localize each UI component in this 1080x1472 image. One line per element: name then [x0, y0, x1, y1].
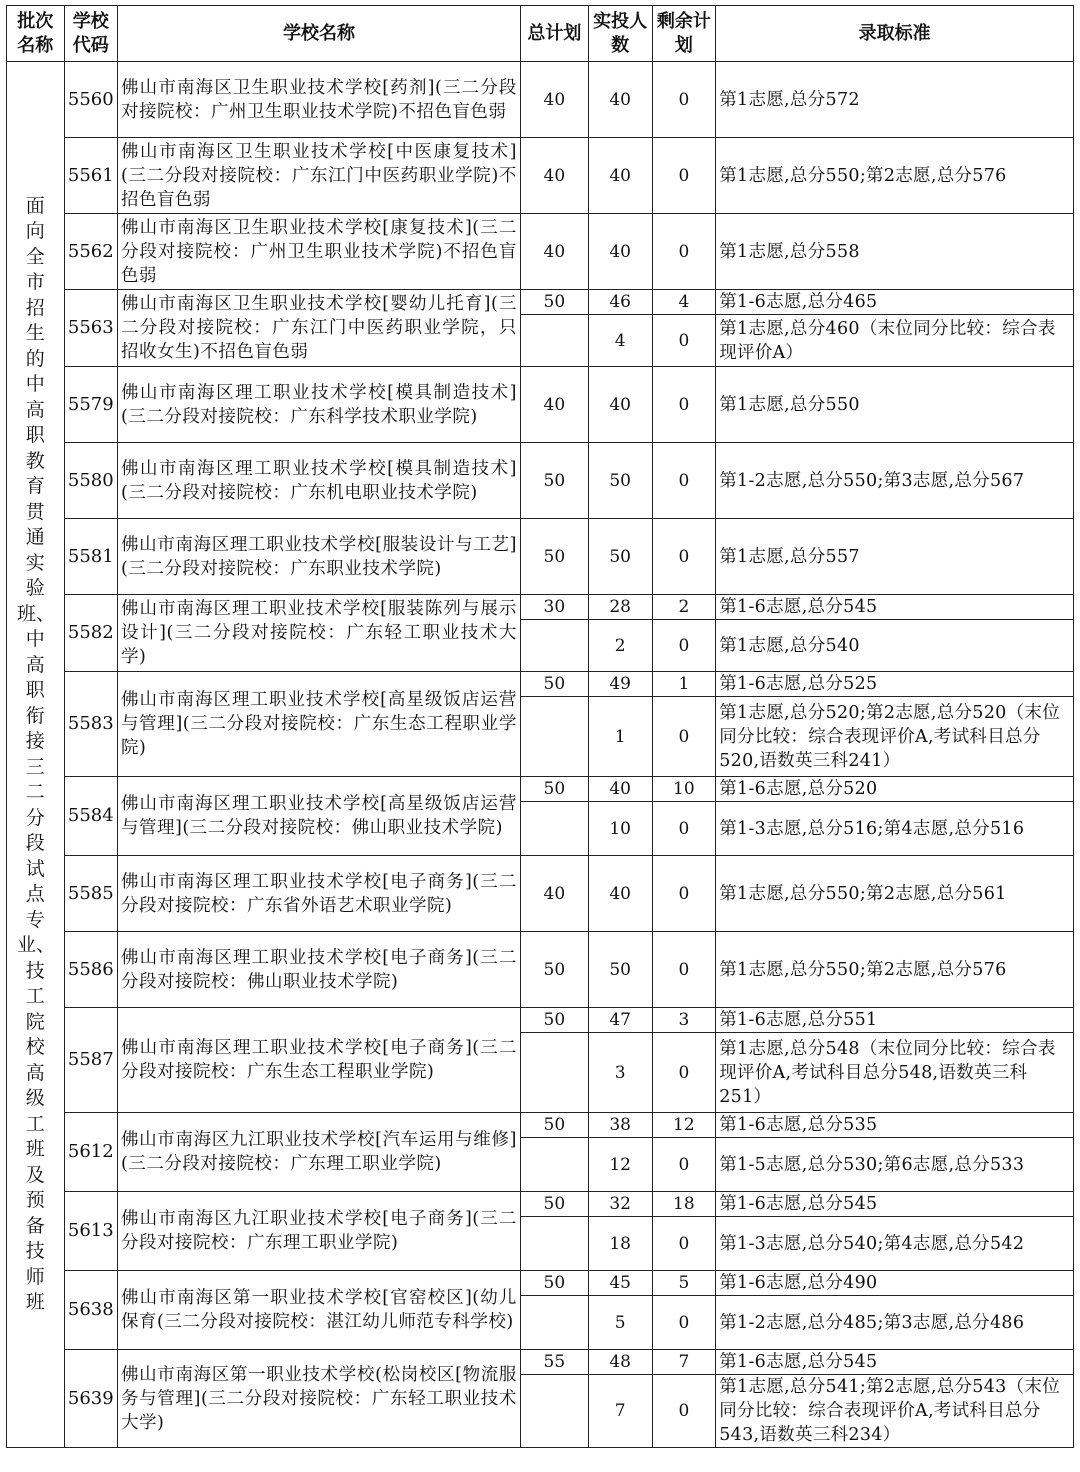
school-code: 5587: [64, 1008, 117, 1113]
school-name: 佛山市南海区理工职业技术学校[模具制造技术](三二分段对接院校：广东机电职业技术学院): [118, 443, 521, 519]
admission-standard: 第1-2志愿,总分550;第3志愿,总分567: [716, 443, 1074, 519]
table-row: [7, 672, 1074, 697]
remaining-plan: 0: [652, 1138, 716, 1192]
table-row: [7, 290, 1074, 315]
table-row: [7, 214, 1074, 290]
school-code: 5584: [64, 777, 117, 856]
plan-total: 30: [520, 595, 588, 620]
table-row: [7, 1113, 1074, 1138]
remaining-plan: 0: [652, 856, 716, 932]
plan-total: [520, 697, 588, 777]
school-code: 5562: [64, 214, 117, 290]
remaining-plan: 3: [652, 1008, 716, 1033]
plan-total: 50: [520, 1271, 588, 1296]
remaining-plan: 0: [652, 1296, 716, 1350]
header-total: 总计划: [520, 6, 588, 62]
table-row: [7, 519, 1074, 595]
table-row: [7, 932, 1074, 1008]
actual-count: 18: [588, 1217, 652, 1271]
actual-count: 7: [588, 1375, 652, 1448]
admission-standard: 第1志愿,总分460（末位同分比较：综合表现评价A）: [716, 315, 1074, 367]
actual-count: 38: [588, 1113, 652, 1138]
admission-standard: 第1-6志愿,总分490: [716, 1271, 1074, 1296]
actual-count: 48: [588, 1350, 652, 1375]
plan-total: [520, 1033, 588, 1113]
admission-standard: 第1-6志愿,总分535: [716, 1113, 1074, 1138]
remaining-plan: 0: [652, 367, 716, 443]
admission-standard: 第1志愿,总分557: [716, 519, 1074, 595]
admission-standard: 第1-2志愿,总分485;第3志愿,总分486: [716, 1296, 1074, 1350]
admission-table: [6, 5, 1074, 1448]
school-name: 佛山市南海区卫生职业技术学校[药剂](三二分段对接院校：广州卫生职业技术学院)不招色盲色弱: [118, 62, 521, 138]
plan-total: 50: [520, 672, 588, 697]
actual-count: 28: [588, 595, 652, 620]
plan-total: 50: [520, 1008, 588, 1033]
remaining-plan: 0: [652, 932, 716, 1008]
table-row: [7, 1350, 1074, 1375]
table-row: [7, 367, 1074, 443]
admission-standard: 第1-6志愿,总分551: [716, 1008, 1074, 1033]
header-row: [7, 6, 1074, 62]
admission-standard: 第1志愿,总分520;第2志愿,总分520（末位同分比较：综合表现评价A,考试科目总分520,语数英三科241）: [716, 697, 1074, 777]
actual-count: 50: [588, 932, 652, 1008]
admission-standard: 第1志愿,总分550: [716, 367, 1074, 443]
remaining-plan: 0: [652, 802, 716, 856]
header-standard: 录取标准: [716, 6, 1074, 62]
plan-total: 40: [520, 214, 588, 290]
batch-name: 面向全市招生的中高职教育贯通实验班、中高职衔接三二分段试点专业、技工院校高级工班及预备技师班: [7, 62, 65, 1448]
actual-count: 12: [588, 1138, 652, 1192]
school-name: 佛山市南海区理工职业技术学校[模具制造技术](三二分段对接院校：广东科学技术职业学院): [118, 367, 521, 443]
admission-standard: 第1-3志愿,总分516;第4志愿,总分516: [716, 802, 1074, 856]
admission-standard: 第1志愿,总分550;第2志愿,总分561: [716, 856, 1074, 932]
plan-total: 40: [520, 856, 588, 932]
admission-standard: 第1-6志愿,总分545: [716, 1192, 1074, 1217]
admission-standard: 第1-6志愿,总分545: [716, 595, 1074, 620]
admission-standard: 第1志愿,总分572: [716, 62, 1074, 138]
admission-standard: 第1志愿,总分540: [716, 620, 1074, 672]
actual-count: 49: [588, 672, 652, 697]
school-name: 佛山市南海区九江职业技术学校[汽车运用与维修](三二分段对接院校：广东理工职业学院): [118, 1113, 521, 1192]
table-row: [7, 777, 1074, 802]
actual-count: 46: [588, 290, 652, 315]
school-name: 佛山市南海区理工职业技术学校[高星级饭店运营与管理](三二分段对接院校：佛山职业技术学院): [118, 777, 521, 856]
school-code: 5639: [64, 1350, 117, 1448]
actual-count: 5: [588, 1296, 652, 1350]
school-code: 5613: [64, 1192, 117, 1271]
admission-standard: 第1-3志愿,总分540;第4志愿,总分542: [716, 1217, 1074, 1271]
school-code: 5561: [64, 138, 117, 214]
school-name: 佛山市南海区理工职业技术学校[高星级饭店运营与管理](三二分段对接院校：广东生态工程职业学院): [118, 672, 521, 777]
school-name: 佛山市南海区卫生职业技术学校[康复技术](三二分段对接院校：广州卫生职业技术学院)不招色盲色弱: [118, 214, 521, 290]
table-row: [7, 1192, 1074, 1217]
remaining-plan: 2: [652, 595, 716, 620]
school-code: 5580: [64, 443, 117, 519]
actual-count: 40: [588, 214, 652, 290]
remaining-plan: 5: [652, 1271, 716, 1296]
school-name: 佛山市南海区九江职业技术学校[电子商务](三二分段对接院校：广东理工职业学院): [118, 1192, 521, 1271]
school-code: 5582: [64, 595, 117, 672]
plan-total: 50: [520, 1113, 588, 1138]
admission-standard: 第1志愿,总分550;第2志愿,总分576: [716, 932, 1074, 1008]
remaining-plan: 10: [652, 777, 716, 802]
plan-total: [520, 1296, 588, 1350]
plan-total: [520, 802, 588, 856]
actual-count: 2: [588, 620, 652, 672]
admission-standard: 第1志愿,总分548（末位同分比较：综合表现评价A,考试科目总分548,语数英三科251）: [716, 1033, 1074, 1113]
admission-standard: 第1志愿,总分558: [716, 214, 1074, 290]
school-name: 佛山市南海区卫生职业技术学校[婴幼儿托育](三二分段对接院校：广东江门中医药职业学院，只招收女生)不招色盲色弱: [118, 290, 521, 367]
actual-count: 4: [588, 315, 652, 367]
school-code: 5560: [64, 62, 117, 138]
school-code: 5586: [64, 932, 117, 1008]
actual-count: 47: [588, 1008, 652, 1033]
table-row: [7, 1271, 1074, 1296]
actual-count: 1: [588, 697, 652, 777]
remaining-plan: 0: [652, 1375, 716, 1448]
plan-total: 40: [520, 62, 588, 138]
school-name: 佛山市南海区理工职业技术学校[服装陈列与展示设计](三二分段对接院校：广东轻工职业技术大学): [118, 595, 521, 672]
school-name: 佛山市南海区第一职业技术学校[官窑校区](幼儿保育(三二分段对接院校：湛江幼儿师范专科学校): [118, 1271, 521, 1350]
remaining-plan: 0: [652, 443, 716, 519]
table-row: [7, 138, 1074, 214]
remaining-plan: 0: [652, 315, 716, 367]
school-name: 佛山市南海区理工职业技术学校[服装设计与工艺](三二分段对接院校：广东职业技术学院): [118, 519, 521, 595]
school-name: 佛山市南海区理工职业技术学校[电子商务](三二分段对接院校：佛山职业技术学院): [118, 932, 521, 1008]
remaining-plan: 0: [652, 214, 716, 290]
table-row: [7, 1008, 1074, 1033]
actual-count: 40: [588, 777, 652, 802]
remaining-plan: 0: [652, 138, 716, 214]
admission-standard: 第1-6志愿,总分465: [716, 290, 1074, 315]
school-code: 5563: [64, 290, 117, 367]
remaining-plan: 18: [652, 1192, 716, 1217]
admission-standard: 第1志愿,总分541;第2志愿,总分543（末位同分比较：综合表现评价A,考试科目总分543,语数英三科234）: [716, 1375, 1074, 1448]
plan-total: 50: [520, 443, 588, 519]
plan-total: 50: [520, 290, 588, 315]
admission-standard: 第1志愿,总分550;第2志愿,总分576: [716, 138, 1074, 214]
admission-standard: 第1-6志愿,总分525: [716, 672, 1074, 697]
remaining-plan: 12: [652, 1113, 716, 1138]
actual-count: 32: [588, 1192, 652, 1217]
remaining-plan: 0: [652, 1033, 716, 1113]
school-name: 佛山市南海区卫生职业技术学校[中医康复技术](三二分段对接院校：广东江门中医药职业学院)不招色盲色弱: [118, 138, 521, 214]
school-name: 佛山市南海区理工职业技术学校[电子商务](三二分段对接院校：广东生态工程职业学院): [118, 1008, 521, 1113]
remaining-plan: 1: [652, 672, 716, 697]
header-remain: 剩余计划: [652, 6, 716, 62]
table-row: [7, 595, 1074, 620]
header-actual: 实投人数: [588, 6, 652, 62]
plan-total: [520, 620, 588, 672]
remaining-plan: 0: [652, 62, 716, 138]
table-row: [7, 443, 1074, 519]
remaining-plan: 0: [652, 697, 716, 777]
actual-count: 40: [588, 62, 652, 138]
actual-count: 50: [588, 443, 652, 519]
school-code: 5581: [64, 519, 117, 595]
school-code: 5638: [64, 1271, 117, 1350]
actual-count: 50: [588, 519, 652, 595]
actual-count: 40: [588, 856, 652, 932]
plan-total: 55: [520, 1350, 588, 1375]
school-code: 5583: [64, 672, 117, 777]
plan-total: 50: [520, 519, 588, 595]
admission-standard: 第1-5志愿,总分530;第6志愿,总分533: [716, 1138, 1074, 1192]
school-code: 5585: [64, 856, 117, 932]
actual-count: 3: [588, 1033, 652, 1113]
table-body: [7, 62, 1074, 1448]
plan-total: 40: [520, 138, 588, 214]
plan-total: [520, 1375, 588, 1448]
admission-standard: 第1-6志愿,总分520: [716, 777, 1074, 802]
plan-total: 40: [520, 367, 588, 443]
plan-total: [520, 1217, 588, 1271]
table-row: [7, 62, 1074, 138]
actual-count: 10: [588, 802, 652, 856]
school-code: 5612: [64, 1113, 117, 1192]
remaining-plan: 7: [652, 1350, 716, 1375]
actual-count: 40: [588, 138, 652, 214]
admission-standard: 第1-6志愿,总分545: [716, 1350, 1074, 1375]
actual-count: 40: [588, 367, 652, 443]
plan-total: [520, 315, 588, 367]
header-batch: 批次名称: [7, 6, 65, 62]
remaining-plan: 0: [652, 1217, 716, 1271]
remaining-plan: 0: [652, 519, 716, 595]
plan-total: 50: [520, 1192, 588, 1217]
header-code: 学校代码: [64, 6, 117, 62]
school-name: 佛山市南海区理工职业技术学校[电子商务](三二分段对接院校：广东省外语艺术职业学院): [118, 856, 521, 932]
school-code: 5579: [64, 367, 117, 443]
actual-count: 45: [588, 1271, 652, 1296]
header-name: 学校名称: [118, 6, 521, 62]
remaining-plan: 0: [652, 620, 716, 672]
plan-total: 50: [520, 777, 588, 802]
plan-total: [520, 1138, 588, 1192]
plan-total: 50: [520, 932, 588, 1008]
school-name: 佛山市南海区第一职业技术学校(松岗校区[物流服务与管理](三二分段对接院校：广东轻工职业技术大学): [118, 1350, 521, 1448]
table-row: [7, 856, 1074, 932]
remaining-plan: 4: [652, 290, 716, 315]
